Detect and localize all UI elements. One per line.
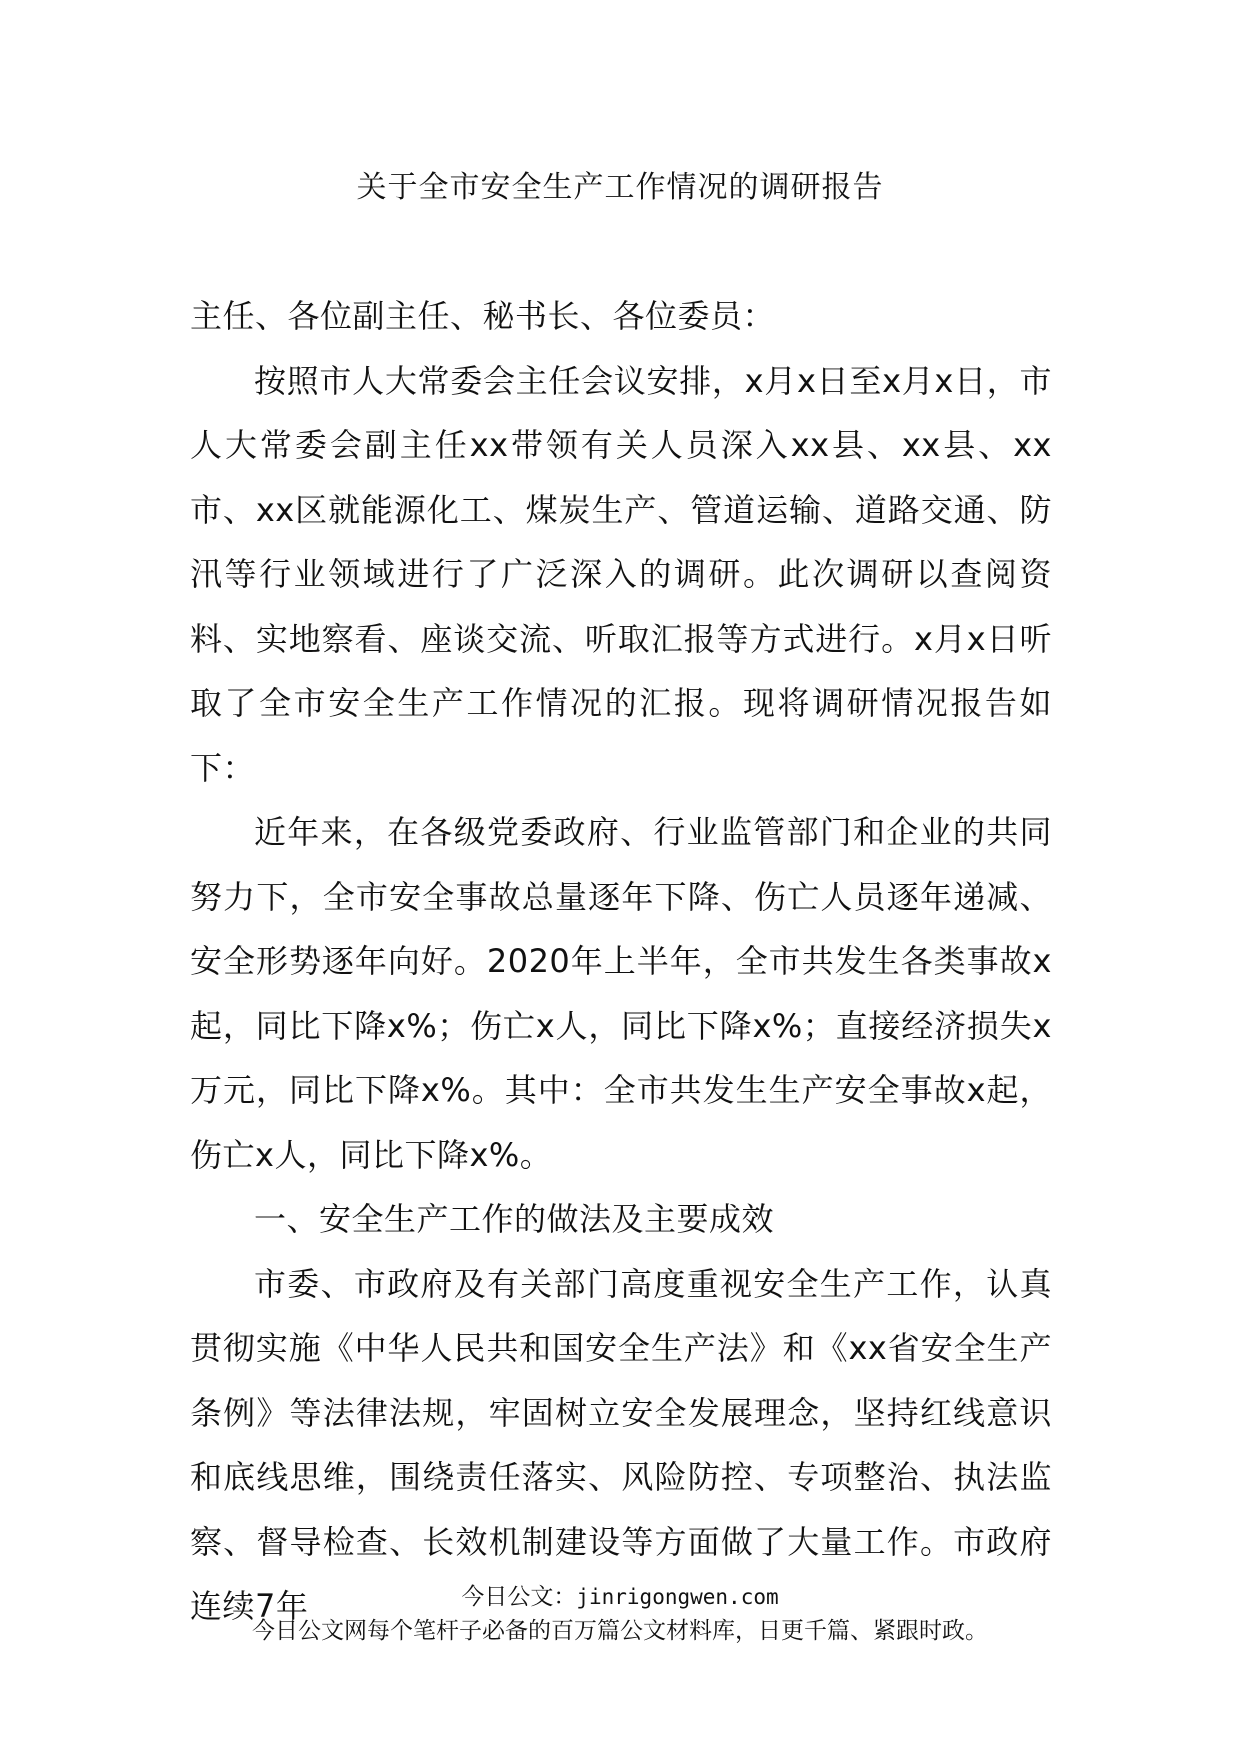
document-body bbox=[190, 284, 1052, 1639]
document-title: 关于全市安全生产工作情况的调研报告 bbox=[356, 170, 884, 205]
page-footer bbox=[0, 1580, 1240, 1648]
paragraph-measures: 市委、市政府及有关部门高度重视安全生产工作，认真贯彻实施《中华人民共和国安全生产法》和《xx省安全生产条例》等法律法规，牢固树立安全发展理念，坚持红线意识和底线思维，围绕责任落实、风险防控、专项整治、执法监察、督导检查、长效机制建设等方面做了大量工作。市政府连续7年 bbox=[190, 1264, 1052, 1625]
salutation: 主任、各位副主任、秘书长、各位委员： bbox=[190, 297, 776, 335]
footer-label: 今日公文： bbox=[461, 1584, 577, 1610]
section-heading: 一、安全生产工作的做法及主要成效 bbox=[254, 1200, 775, 1238]
footer-source bbox=[0, 1580, 1240, 1614]
paragraph-overview: 近年来，在各级党委政府、行业监管部门和企业的共同努力下，全市安全事故总量逐年下降、伤亡人员逐年递减、安全形势逐年向好。2020年上半年，全市共发生各类事故x起，同比下降x%；伤亡x人，同比下降x%；直接经济损失x万元，同比下降x%。其中：全市共发生生产安全事故x起，伤亡x人，同比下降x%。 bbox=[190, 813, 1052, 1174]
footer-slogan: 今日公文网每个笔杆子必备的百万篇公文材料库，日更千篇、紧跟时政。 bbox=[252, 1618, 988, 1644]
footer-url-link[interactable]: jinrigongwen.com bbox=[576, 1585, 779, 1609]
paragraph-intro: 按照市人大常委会主任会议安排，x月x日至x月x日，市人大常委会副主任xx带领有关人员深入xx县、xx县、xx市、xx区就能源化工、煤炭生产、管道运输、道路交通、防汛等行业领域进行了广泛深入的调研。此次调研以查阅资料、实地察看、座谈交流、听取汇报等方式进行。x月x日听取了全市安全生产工作情况的汇报。现将调研情况报告如下： bbox=[190, 361, 1052, 787]
